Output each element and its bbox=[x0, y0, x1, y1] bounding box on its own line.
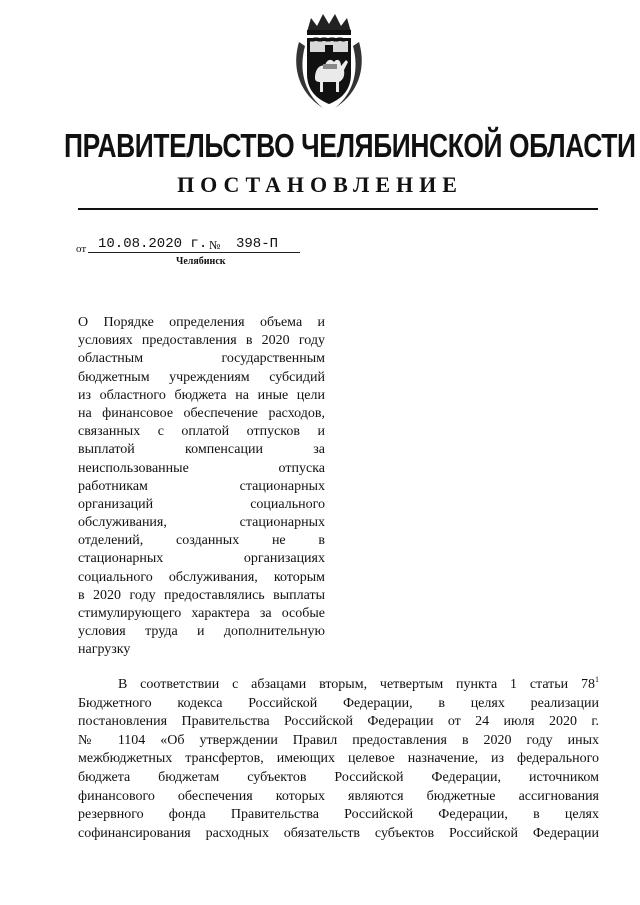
document-date: 10.08.2020 г. bbox=[88, 236, 280, 253]
subject-line: работникам стационарных bbox=[78, 478, 325, 494]
number-label: № bbox=[209, 238, 221, 252]
subject-line: стационарных организациях bbox=[78, 551, 325, 567]
subject-line: выплатой компенсации за bbox=[78, 442, 325, 458]
document-number: 398-П bbox=[230, 236, 300, 253]
date-number-row bbox=[76, 236, 336, 256]
subject-line: на финансовое обеспечение расходов, bbox=[78, 405, 325, 421]
coat-of-arms-icon bbox=[293, 12, 365, 112]
subject-line: связанных с оплатой отпусков и bbox=[78, 424, 325, 440]
body-line-text: В соответствии с абзацами вторым, четвертым пункта 1 статьи 78 bbox=[118, 677, 595, 692]
subject-line: бюджетным учреждениям субсидий bbox=[78, 369, 325, 385]
body-line: постановления Правительства Российской Федерации от 24 июля 2020 г. bbox=[78, 714, 599, 730]
subject-line: условия труда и дополнительную bbox=[78, 624, 325, 640]
subject-line: неиспользованные отпуска bbox=[78, 460, 325, 476]
subject-line: социального обслуживания, которым bbox=[78, 569, 325, 585]
document-body bbox=[78, 676, 599, 843]
from-label: от bbox=[76, 243, 87, 255]
body-line: межбюджетных трансфертов, имеющих целевое назначение, из федерального bbox=[78, 751, 599, 767]
subject-line: областным государственным bbox=[78, 351, 325, 367]
article-superscript: 1 bbox=[595, 675, 599, 684]
subject-line: организаций социального bbox=[78, 496, 325, 512]
body-line: бюджета бюджетам субъектов Российской Федерации, источником bbox=[78, 769, 599, 785]
subject-line: в 2020 году предоставлялись выплаты bbox=[78, 587, 325, 603]
subject-line: О Порядке определения объема и bbox=[78, 315, 325, 330]
body-line: резервного фонда Правительства Российской Федерации, в целях bbox=[78, 807, 599, 823]
government-title: ПРАВИТЕЛЬСТВО ЧЕЛЯБИНСКОЙ ОБЛАСТИ bbox=[64, 127, 636, 164]
body-line: софинансирования расходных обязательств субъектов Российской Федерации bbox=[78, 825, 599, 841]
subject-line: нагрузку bbox=[78, 642, 131, 658]
body-line: финансового обеспечения которых являются бюджетные ассигнования bbox=[78, 788, 599, 804]
subject-line: стимулирующего характера за особые bbox=[78, 606, 325, 621]
header-divider bbox=[78, 208, 598, 210]
body-line bbox=[78, 676, 599, 695]
document-subject bbox=[78, 314, 325, 660]
subject-line: из областного бюджета на иные цели bbox=[78, 387, 325, 403]
subject-line: условиях предоставления в 2020 году bbox=[78, 333, 325, 349]
city-name: Челябинск bbox=[176, 256, 226, 267]
subject-line: отделений, созданных не в bbox=[78, 533, 325, 549]
body-line: № 1104 «Об утверждении Правил предоставления в 2020 году иных bbox=[78, 732, 599, 748]
document-type: ПОСТАНОВЛЕНИЕ bbox=[177, 172, 463, 197]
subject-line: обслуживания, стационарных bbox=[78, 515, 325, 531]
body-line: Бюджетного кодекса Российской Федерации, в целях реализации bbox=[78, 695, 599, 711]
